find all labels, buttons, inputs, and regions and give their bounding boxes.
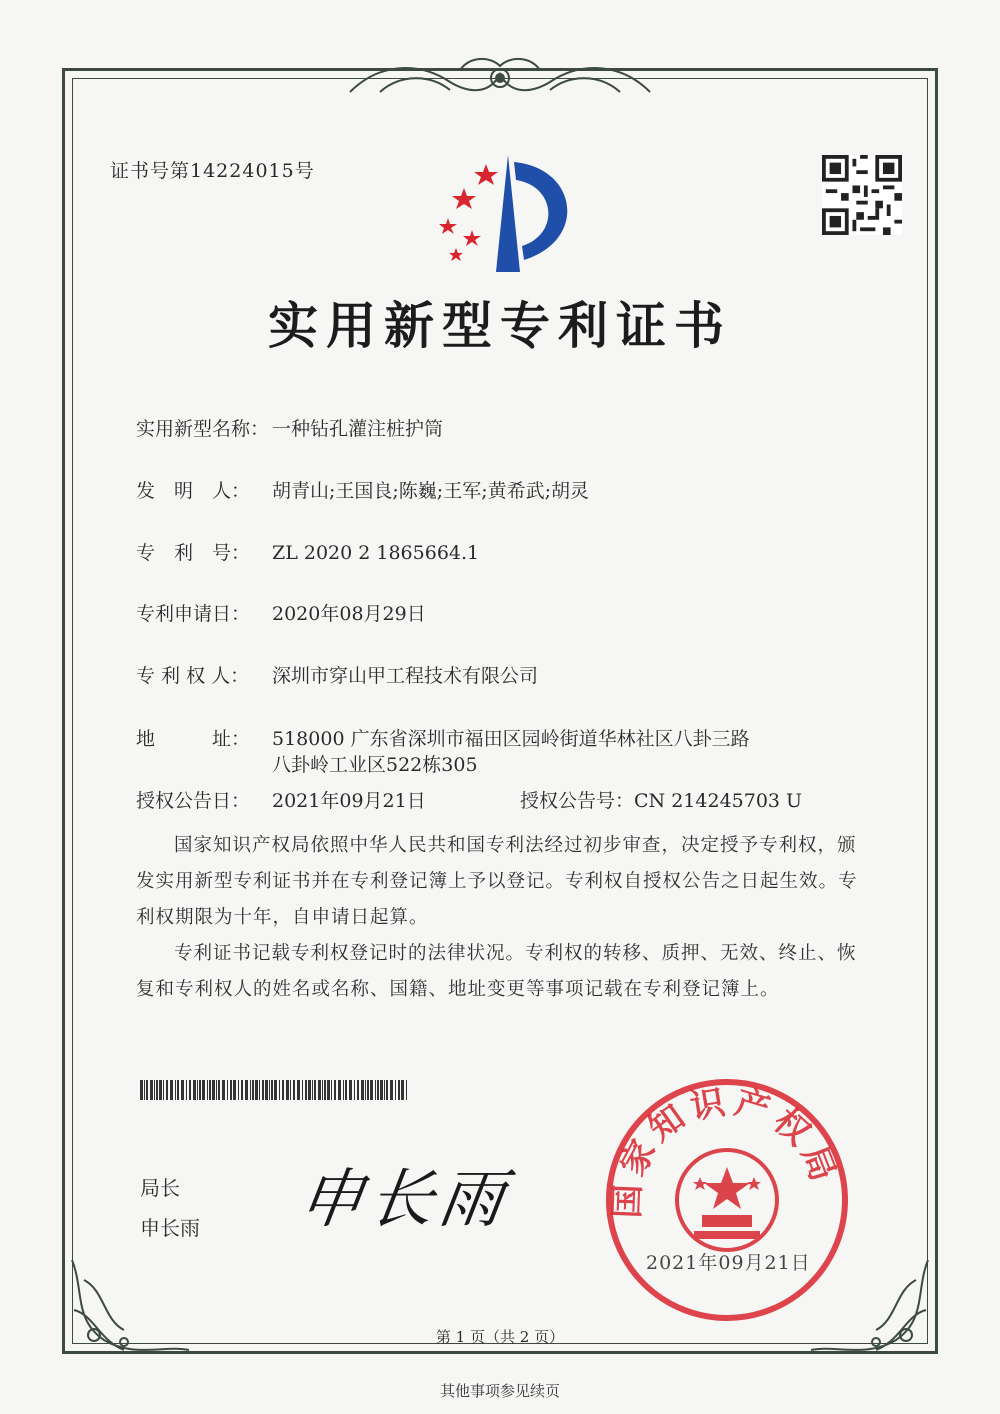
patentee-label: 专 利 权 人： bbox=[136, 665, 250, 687]
address-line1: 518000 广东省深圳市福田区园岭街道华林社区八卦三路 bbox=[272, 728, 750, 750]
legal-paragraph-2: 专利证书记载专利权登记时的法律状况。专利权的转移、质押、无效、终止、恢复和专利权人的姓名或名称、国籍、地址变更等事项记载在专利登记簿上。 bbox=[136, 943, 857, 1000]
address-label: 地 址： bbox=[136, 728, 251, 750]
stamp-date: 2021年09月21日 bbox=[646, 1252, 811, 1274]
top-ornament bbox=[340, 52, 660, 104]
field-utility-name bbox=[136, 414, 443, 441]
utility-name-label: 实用新型名称： bbox=[136, 418, 270, 440]
continuation-note: 其他事项参见续页 bbox=[439, 1382, 560, 1400]
field-patentee bbox=[136, 661, 538, 688]
field-address bbox=[136, 724, 750, 751]
barcode bbox=[140, 1080, 410, 1100]
field-patent-no bbox=[136, 538, 479, 565]
field-application-date bbox=[136, 599, 426, 626]
patent-no-label: 专 利 号： bbox=[136, 542, 251, 564]
stamp-text: 国家知识产权局 bbox=[607, 1081, 846, 1220]
field-inventor bbox=[136, 476, 589, 503]
cnipa-logo bbox=[428, 150, 588, 280]
inventor-value: 胡青山;王国良;陈巍;王军;黄希武;胡灵 bbox=[272, 480, 590, 502]
field-grant-date bbox=[136, 786, 426, 813]
patent-no-value: ZL 2020 2 1865664.1 bbox=[272, 542, 480, 564]
grant-no-value: CN 214245703 U bbox=[634, 790, 803, 812]
field-grant-no bbox=[520, 786, 802, 813]
grant-no-label: 授权公告号： bbox=[520, 790, 635, 812]
patentee-value: 深圳市穿山甲工程技术有限公司 bbox=[272, 665, 539, 687]
utility-name-value: 一种钻孔灌注桩护筒 bbox=[272, 418, 444, 440]
signer-name: 申长雨 bbox=[140, 1216, 200, 1240]
application-date-value: 2020年08月29日 bbox=[272, 603, 426, 625]
application-date-label: 专利申请日： bbox=[136, 603, 251, 625]
qr-code bbox=[822, 155, 902, 235]
certificate-number: 证书号第14224015号 bbox=[110, 160, 315, 182]
certificate-title: 实用新型专利证书 bbox=[268, 296, 732, 355]
grant-date-value: 2021年09月21日 bbox=[272, 790, 426, 812]
signer-title: 局长 bbox=[140, 1176, 180, 1200]
legal-paragraph-1: 国家知识产权局依照中华人民共和国专利法经过初步审查，决定授予专利权，颁发实用新型专利证书并在专利登记簿上予以登记。专利权自授权公告之日起生效。专利权期限为十年，自申请日起算。 bbox=[136, 835, 858, 928]
signature: 申长雨 bbox=[293, 1163, 515, 1237]
page-info: 第 1 页（共 2 页） bbox=[435, 1328, 565, 1346]
address-line2: 八卦岭工业区522栋305 bbox=[272, 754, 478, 776]
grant-date-label: 授权公告日： bbox=[136, 790, 251, 812]
official-seal bbox=[602, 1075, 852, 1325]
inventor-label: 发 明 人： bbox=[136, 480, 251, 502]
